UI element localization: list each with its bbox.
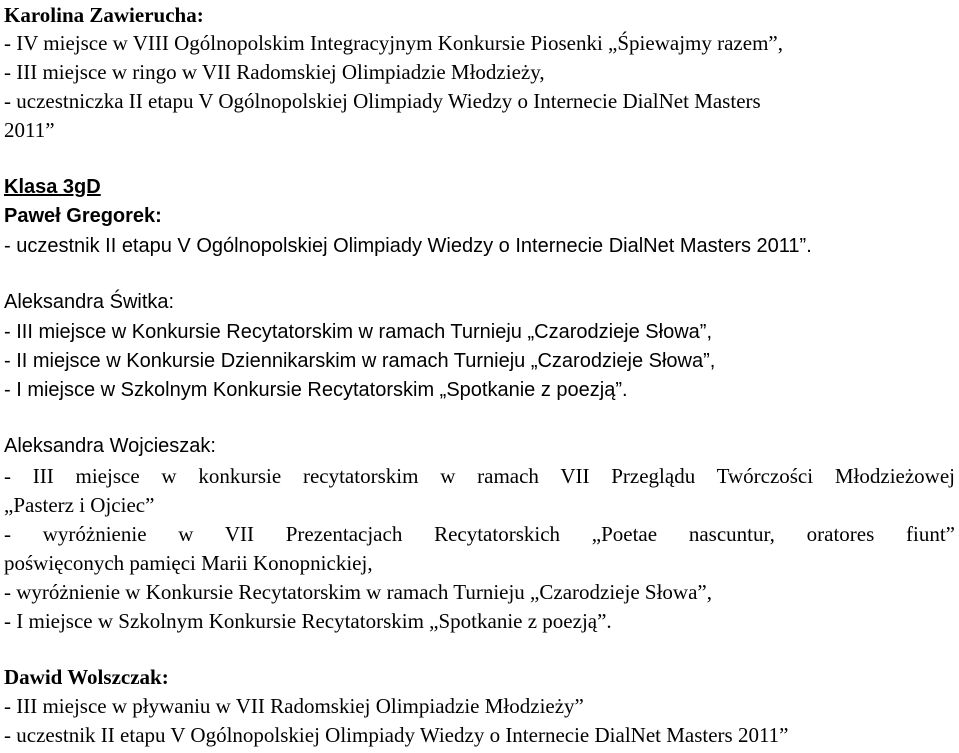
class-heading: Klasa 3gD <box>4 176 101 198</box>
achievement-item: - uczestniczka II etapu V Ogólnopolskiej Olimpiady Wiedzy o Internecie DialNet Masters <box>4 89 761 113</box>
achievement-item: - III miejsce w Konkursie Recytatorskim w ramach Turnieju „Czarodzieje Słowa”, <box>4 321 712 343</box>
student-name-pawel: Paweł Gregorek: <box>4 205 162 227</box>
achievement-item: - uczestnik II etapu V Ogólnopolskiej Olimpiady Wiedzy o Internecie DialNet Masters 2011”. <box>4 235 812 257</box>
achievement-item: - II miejsce w Konkursie Dziennikarskim w ramach Turnieju „Czarodzieje Słowa”, <box>4 350 716 372</box>
achievement-item: - III miejsce w pływaniu w VII Radomskiej Olimpiadzie Młodzieży” <box>4 694 584 718</box>
student-name-wojcieszak: Aleksandra Wojcieszak: <box>4 435 216 457</box>
achievement-item: poświęconych pamięci Marii Konopnickiej, <box>4 551 373 575</box>
achievement-item: - III miejsce w ringo w VII Radomskiej Olimpiadzie Młodzieży, <box>4 60 545 84</box>
achievement-item: - IV miejsce w VIII Ogólnopolskim Integracyjnym Konkursie Piosenki „Śpiewajmy razem”, <box>4 31 783 55</box>
achievement-item: - I miejsce w Szkolnym Konkursie Recytatorskim „Spotkanie z poezją”. <box>4 379 628 401</box>
achievement-item: 2011” <box>4 118 55 142</box>
student-name-switka: Aleksandra Świtka: <box>4 291 175 313</box>
achievement-item: - wyróżnienie w Konkursie Recytatorskim w ramach Turnieju „Czarodzieje Słowa”, <box>4 580 712 604</box>
achievement-item: - III miejsce w konkursie recytatorskim w ramach VII Przeglądu Twórczości Młodzieżowej <box>4 464 955 488</box>
student-name-dawid: Dawid Wolszczak: <box>4 665 169 689</box>
achievement-item: - I miejsce w Szkolnym Konkursie Recytatorskim „Spotkanie z poezją”. <box>4 609 612 633</box>
achievement-item: „Pasterz i Ojciec” <box>4 493 155 517</box>
student-name-karolina: Karolina Zawierucha: <box>4 3 204 27</box>
achievement-item: - uczestnik II etapu V Ogólnopolskiej Olimpiady Wiedzy o Internecie DialNet Masters 2011” <box>4 723 789 747</box>
achievement-item: - wyróżnienie w VII Prezentacjach Recytatorskich „Poetae nascuntur, oratores fiunt” <box>4 522 955 546</box>
